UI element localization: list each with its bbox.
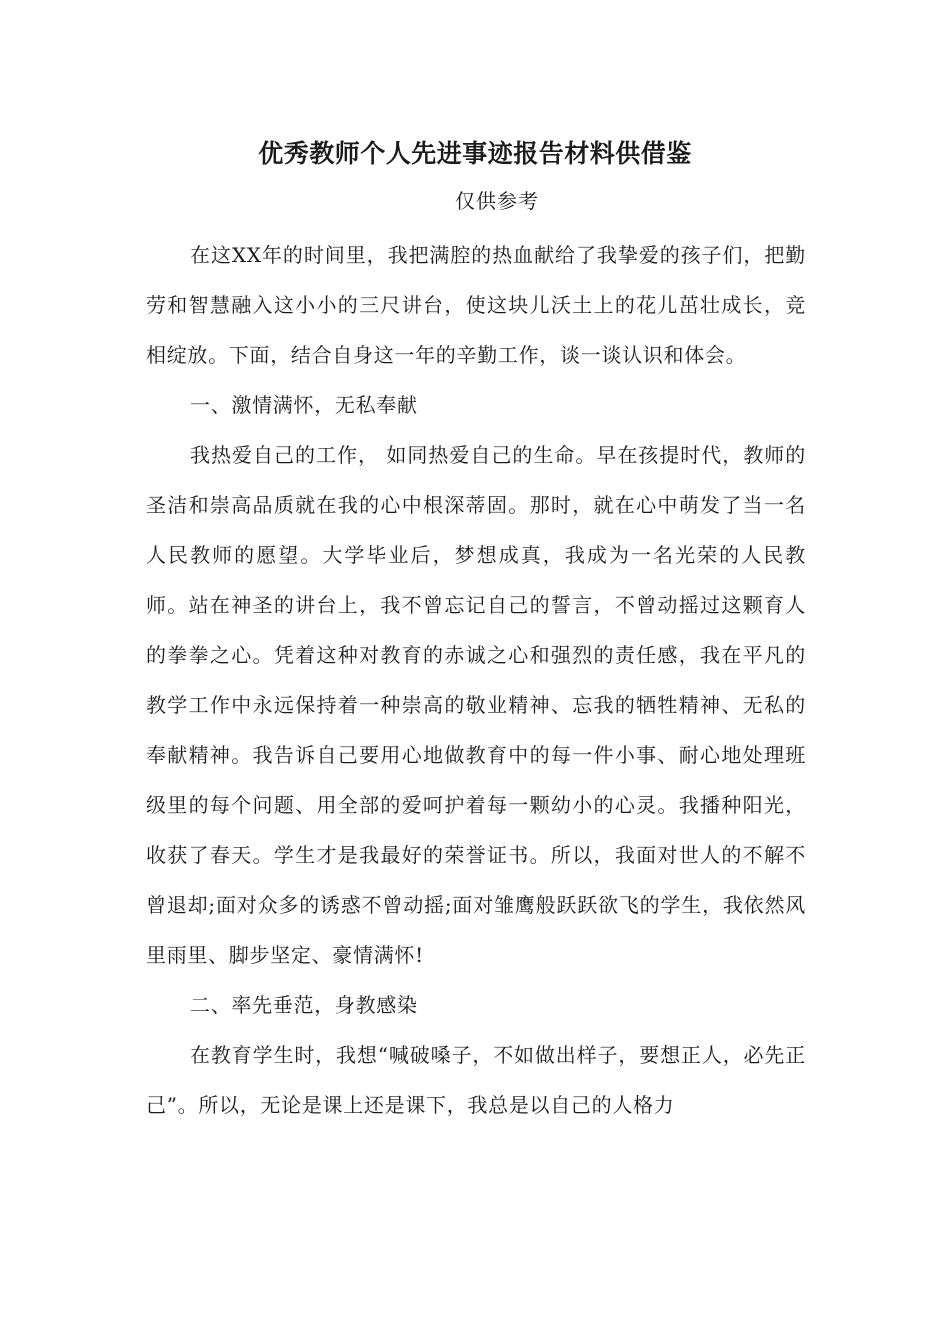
document-body	[146, 230, 806, 1130]
document-title: 优秀教师个人先进事迹报告材料供借鉴	[258, 139, 692, 168]
document-subtitle: 仅供参考	[455, 189, 539, 213]
section-heading-1: 一、激情满怀，无私奉献	[190, 393, 418, 417]
paragraph-section-1: 我热爱自己的工作， 如同热爱自己的生命。早在孩提时代，教师的圣洁和崇高品质就在我的心中根深蒂固。那时，就在心中萌发了当一名人民教师的愿望。大学毕业后，梦想成真，我成为一名光荣的人民教师。站在神圣的讲台上，我不曾忘记自己的誓言，不曾动摇过这颗育人的拳拳之心。凭着这种对教育的赤诚之心和强烈的责任感，我在平凡的教学工作中永远保持着一种崇高的敬业精神、忘我的牺牲精神、无私的奉献精神。我告诉自己要用心地做教育中的每一件小事、耐心地处理班级里的每个问题、用全部的爱呵护着每一颗幼小的心灵。我播种阳光，收获了春天。学生才是我最好的荣誉证书。所以，我面对世人的不解不曾退却;面对众多的诱惑不曾动摇;面对雏鹰般跃跃欲飞的学生，我依然风里雨里、脚步坚定、豪情满怀!	[146, 443, 806, 967]
paragraph-section-2: 在教育学生时，我想“喊破嗓子，不如做出样子，要想正人，必先正己”。所以，无论是课上还是课下，我总是以自己的人格力	[146, 1043, 806, 1117]
section-heading-2: 二、率先垂范，身教感染	[190, 993, 418, 1017]
paragraph-intro: 在这XX年的时间里，我把满腔的热血献给了我挚爱的孩子们，把勤劳和智慧融入这小小的三尺讲台，使这块儿沃土上的花儿茁壮成长，竞相绽放。下面，结合自身这一年的辛勤工作，谈一谈认识和体会。	[146, 243, 806, 367]
